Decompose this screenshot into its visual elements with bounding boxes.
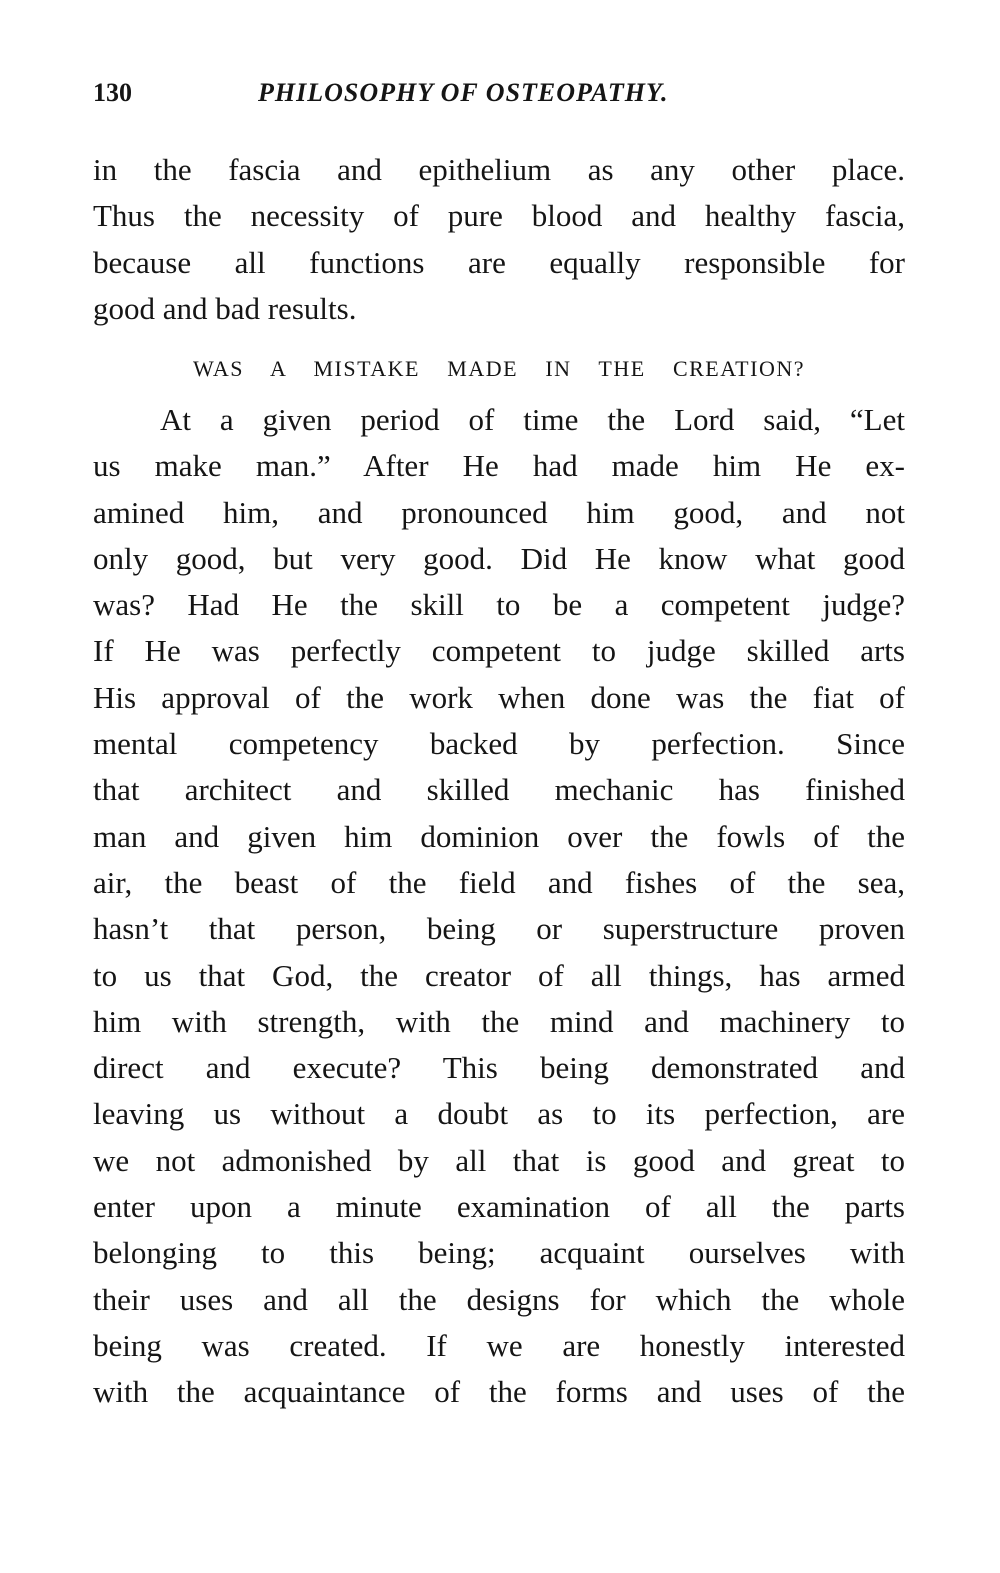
text-line: him with strength, with the mind and machinery to xyxy=(93,1003,905,1039)
continued-paragraph xyxy=(93,147,905,332)
text-line: us make man.” After He had made him He ex- xyxy=(93,448,905,484)
text-line: enter upon a minute examination of all the parts xyxy=(93,1189,905,1225)
text-line: belonging to this being; acquaint ourselves with xyxy=(93,1235,905,1271)
text-line: man and given him dominion over the fowls of the xyxy=(93,818,905,854)
running-title: PHILOSOPHY OF OSTEOPATHY. xyxy=(258,78,669,107)
text-line: we not admonished by all that is good and great to xyxy=(93,1142,905,1178)
text-line: air, the beast of the field and fishes of the sea, xyxy=(93,864,905,900)
text-line: to us that God, the creator of all things, has armed xyxy=(93,957,905,993)
text-line: their uses and all the designs for which the whole xyxy=(93,1281,905,1317)
text-line: His approval of the work when done was the fiat of xyxy=(93,679,905,715)
text-line: hasn’t that person, being or superstructure proven xyxy=(93,911,905,947)
text-line: If He was perfectly competent to judge skilled arts xyxy=(93,633,905,669)
text-line: only good, but very good. Did He know what good xyxy=(93,540,905,576)
page-number: 130 xyxy=(93,78,132,107)
text-line: Thus the necessity of pure blood and healthy fascia, xyxy=(93,198,905,234)
text-line: direct and execute? This being demonstrated and xyxy=(93,1050,905,1086)
running-header xyxy=(93,78,905,114)
text-line: leaving us without a doubt as to its perfection, are xyxy=(93,1096,905,1132)
text-line: At a given period of time the Lord said, “Let xyxy=(160,402,905,437)
section-heading: WAS A MISTAKE MADE IN THE CREATION? xyxy=(193,356,805,381)
text-line: with the acquaintance of the forms and uses of the xyxy=(93,1374,905,1410)
text-line: was? Had He the skill to be a competent judge? xyxy=(93,587,905,623)
body-paragraph xyxy=(93,397,905,1416)
text-line: being was created. If we are honestly interested xyxy=(93,1327,905,1363)
text-line: amined him, and pronounced him good, and not xyxy=(93,494,905,530)
text-line: because all functions are equally responsible for xyxy=(93,244,905,280)
text-line: mental competency backed by perfection. Since xyxy=(93,726,905,762)
text-line: good and bad results. xyxy=(93,290,357,326)
text-line: that architect and skilled mechanic has finished xyxy=(93,772,905,808)
text-line: in the fascia and epithelium as any other place. xyxy=(93,152,905,187)
